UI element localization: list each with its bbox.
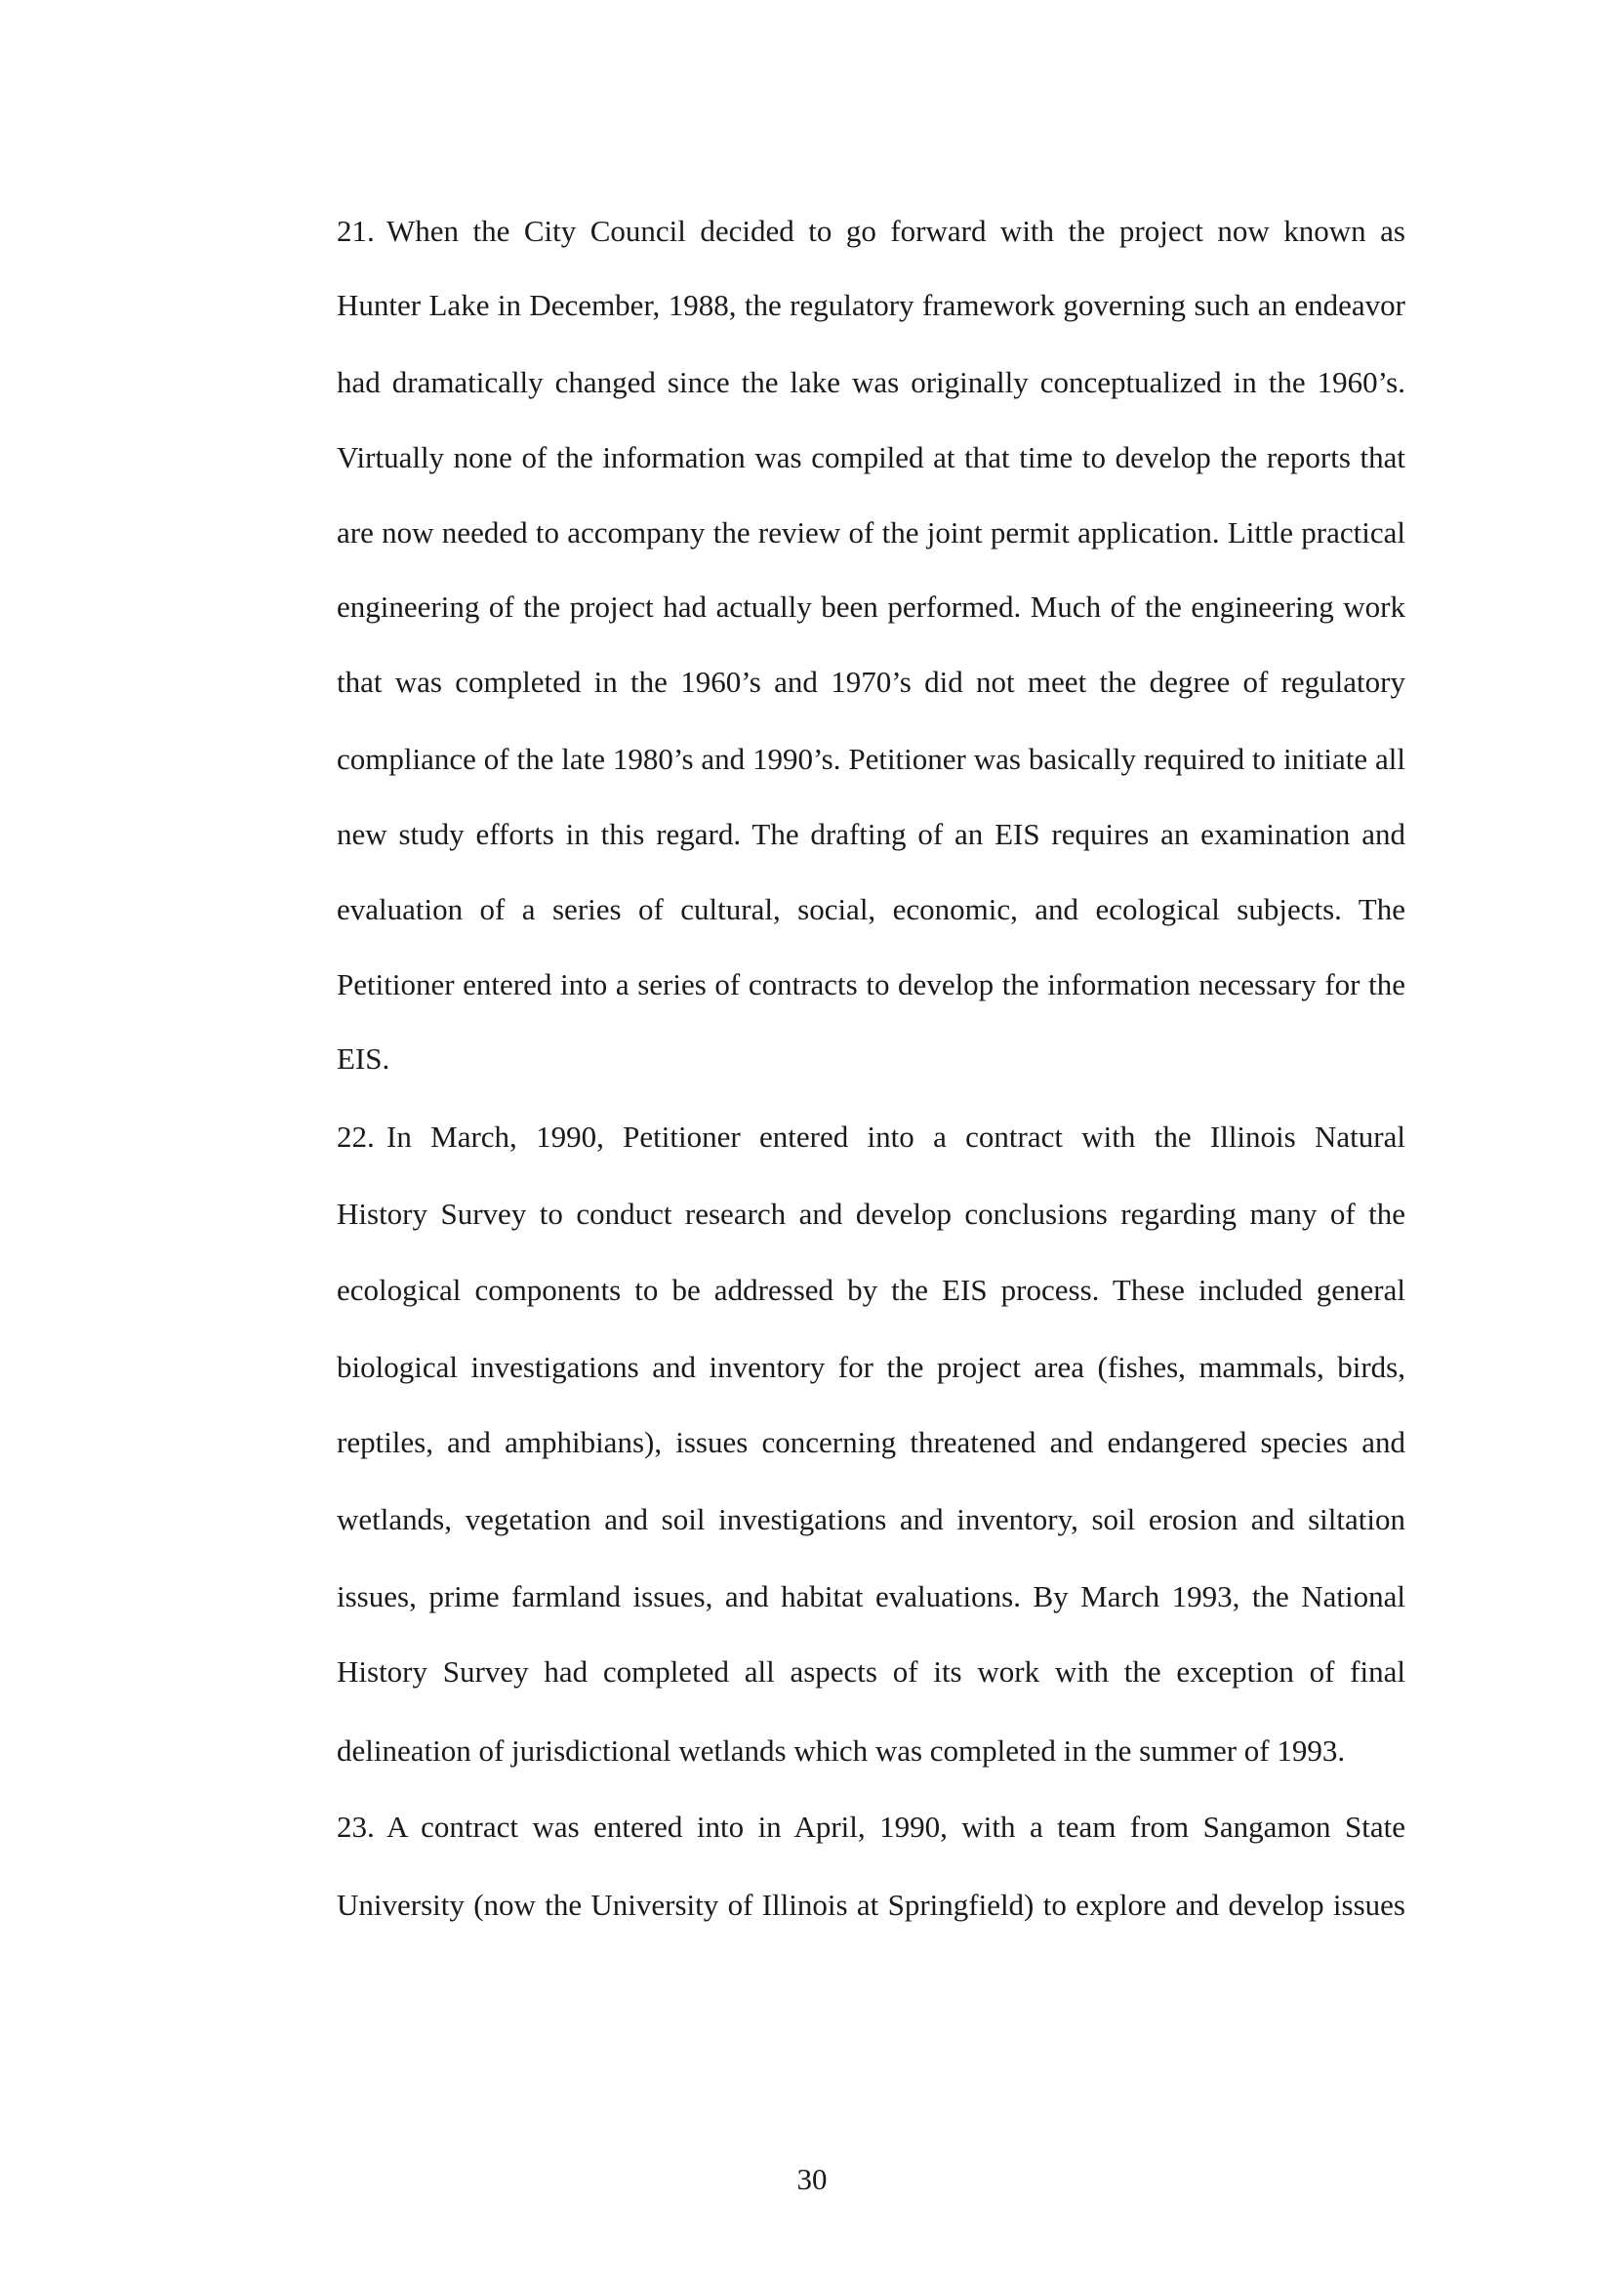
paragraph-number: 22.: [337, 1120, 375, 1154]
paragraph-22-line: History Survey to conduct research and develop conclusions regarding many of the: [337, 1197, 1405, 1231]
paragraph-22-line: biological investigations and inventory for the project area (fishes, mammals, birds,: [337, 1350, 1405, 1384]
line-text: When the City Council decided to go forward with the project now known as: [386, 214, 1405, 248]
paragraph-22-line: wetlands, vegetation and soil investigations and inventory, soil erosion and siltation: [337, 1502, 1405, 1536]
paragraph-23-line: University (now the University of Illinois at Springfield) to explore and develop issues: [337, 1888, 1405, 1922]
paragraph-22-line: issues, prime farmland issues, and habitat evaluations. By March 1993, the National: [337, 1579, 1405, 1613]
paragraph-21-line: engineering of the project had actually been performed. Much of the engineering work: [337, 590, 1405, 624]
paragraph-21-line: compliance of the late 1980’s and 1990’s. Petitioner was basically required to initiate all: [337, 742, 1405, 776]
paragraph-21-line: had dramatically changed since the lake was originally conceptualized in the 1960’s.: [337, 365, 1405, 399]
line-text: A contract was entered into in April, 1990, with a team from Sangamon State: [386, 1810, 1405, 1844]
paragraph-21-line: EIS.: [337, 1041, 390, 1076]
paragraph-21-line: are now needed to accompany the review of the joint permit application. Little practical: [337, 515, 1405, 550]
paragraph-22-line: History Survey had completed all aspects of its work with the exception of final: [337, 1654, 1405, 1689]
paragraph-23-line: [337, 1808, 1405, 1847]
paragraph-21-line: new study efforts in this regard. The drafting of an EIS requires an examination and: [337, 817, 1405, 851]
paragraph-22-line: delineation of jurisdictional wetlands which was completed in the summer of 1993.: [337, 1733, 1346, 1768]
paragraph-21-line: Hunter Lake in December, 1988, the regulatory framework governing such an endeavor: [337, 288, 1405, 322]
paragraph-21-line: [337, 212, 1405, 251]
paragraph-21-line: that was completed in the 1960’s and 1970’s did not meet the degree of regulatory: [337, 665, 1405, 699]
page-number: 30: [796, 2162, 828, 2196]
paragraph-21-line: Virtually none of the information was compiled at that time to develop the reports that: [337, 440, 1405, 474]
paragraph-number: 23.: [337, 1810, 375, 1844]
line-text: In March, 1990, Petitioner entered into a contract with the Illinois Natural: [386, 1120, 1405, 1154]
paragraph-21-line: Petitioner entered into a series of contracts to develop the information necessary for the: [337, 967, 1405, 1001]
paragraph-21-line: evaluation of a series of cultural, social, economic, and ecological subjects. The: [337, 892, 1405, 926]
paragraph-22-line: ecological components to be addressed by the EIS process. These included general: [337, 1273, 1405, 1307]
paragraph-number: 21.: [337, 214, 375, 248]
paragraph-22-line: [337, 1118, 1405, 1157]
paragraph-22-line: reptiles, and amphibians), issues concerning threatened and endangered species and: [337, 1425, 1405, 1459]
